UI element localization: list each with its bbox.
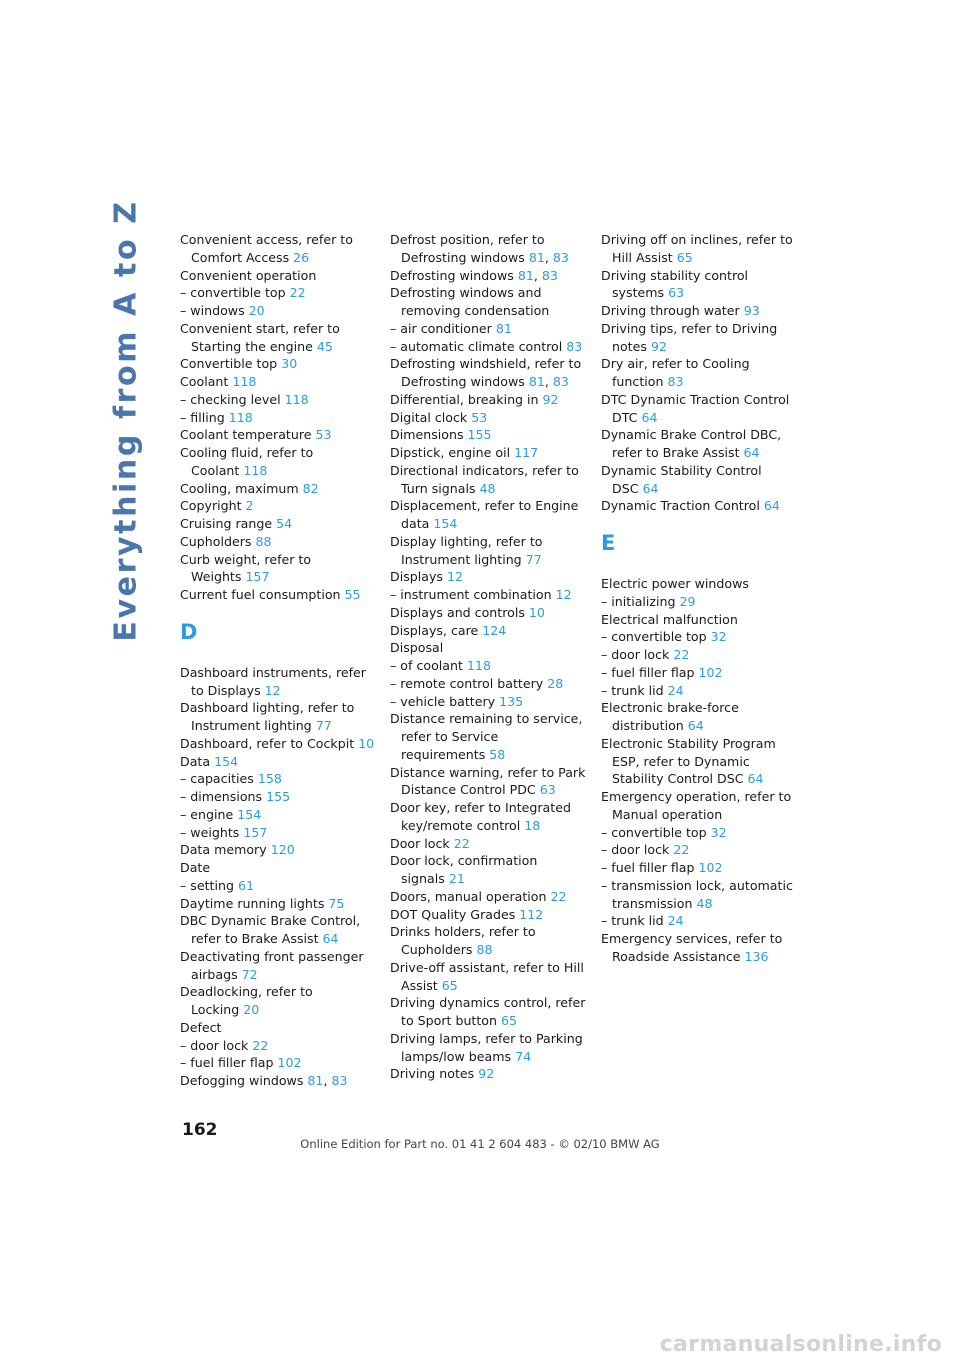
index-entry-text: Defogging windows [180,1073,304,1088]
page-ref-link[interactable]: 81 [517,267,534,283]
index-column-2 [390,231,586,1083]
page-ref-link[interactable]: 124 [482,622,507,638]
watermark: carmanualsonline.info [659,1332,942,1357]
page-ref-link[interactable]: 158 [257,771,282,787]
index-entry-text: Defrost position, refer to Defrosting windows [390,232,545,265]
index-column-3 [601,231,797,966]
index-entry [180,735,376,753]
index-entry-text: Dashboard instruments, refer to Displays [180,664,366,698]
index-entry-text: – door lock [180,1037,249,1053]
index-entry [601,824,797,842]
index-entry [390,959,586,995]
index-entry-text: – air conditioner [390,320,492,336]
index-entry [180,320,376,356]
index-entry-text: DBC Dynamic Brake Control, refer to Brake Assist [180,913,361,946]
page-ref-link[interactable]: 64 [747,771,764,787]
page-ref-link[interactable]: 12 [555,587,572,602]
index-entry [601,267,797,303]
page-ref-link[interactable]: 24 [667,682,684,698]
index-entry-text: Driving stability control systems [601,267,749,301]
index-entry [601,735,797,788]
page-ref-link[interactable]: 21 [448,871,465,886]
page-ref-link[interactable]: 65 [441,977,458,993]
index-entry-text: – instrument combination [390,587,552,602]
footer-edition-note: Online Edition for Part no. 01 41 2 604 483 - © 02/10 BMW AG [300,1137,660,1151]
index-entry [390,906,586,924]
page-ref-link[interactable]: 136 [744,948,769,964]
index-entry [180,859,376,877]
page-ref-separator: , [544,374,549,389]
index-entry [180,302,376,320]
page-ref-link[interactable]: 117 [514,445,539,460]
index-entry [601,355,797,391]
index-entry [180,948,376,984]
page-ref-link[interactable]: 22 [673,647,690,662]
index-entry [390,409,586,427]
index-entry-text: – checking level [180,391,281,407]
index-entry [390,338,586,356]
index-entry-text: – of coolant [390,658,463,673]
index-entry-text: DOT Quality Grades [390,906,516,922]
page-ref-link[interactable]: 118 [243,462,268,478]
index-entry [180,497,376,515]
index-entry [180,1019,376,1037]
index-entry-text: Cruising range [180,516,273,531]
index-entry-text: Emergency operation, refer to Manual operation [601,789,792,822]
index-entry [180,824,376,842]
page-ref-link[interactable]: 64 [641,409,658,425]
index-entry [180,231,376,267]
index-entry [390,444,586,462]
page-ref-link[interactable]: 154 [433,516,458,531]
index-entry [180,284,376,302]
index-entry [601,320,797,356]
index-entry-text: Display lighting, refer to Instrument lighting [390,533,543,567]
page-ref-link[interactable]: 83 [541,267,558,283]
index-entry-text: Displacement, refer to Engine data [390,498,579,531]
index-entry [390,1030,586,1066]
index-entry [390,320,586,338]
page-ref-link[interactable]: 63 [539,782,556,798]
index-entry [390,639,586,657]
index-entry [180,841,376,859]
index-entry-text: Drinks holders, refer to Cupholders [390,924,536,957]
index-entry [180,533,376,551]
index-entry [180,895,376,913]
index-entry [390,355,586,391]
index-entry-text: – capacities [180,771,254,787]
index-entry [390,693,586,711]
index-entry [180,770,376,788]
index-entry-text: Door lock, confirmation signals [390,853,538,886]
index-entry [180,515,376,533]
index-entry-text: Coolant temperature [180,427,312,443]
page-ref-link[interactable]: 118 [466,658,491,673]
index-entry [601,593,797,611]
page-ref-link[interactable]: 83 [331,1073,348,1088]
index-entry [180,664,376,700]
page-ref-link[interactable]: 102 [698,664,723,680]
index-entry [390,835,586,853]
index-entry-text: – fuel filler flap [601,664,695,680]
index-entry [601,646,797,664]
index-entry-text: – automatic climate control [390,338,563,354]
index-entry [390,710,586,763]
page-ref-link[interactable]: 28 [547,675,564,691]
index-entry [601,462,797,498]
index-entry-text: Dashboard, refer to Cockpit [180,735,355,751]
page-ref-link[interactable]: 22 [550,888,567,904]
index-entry-text: Drive-off assistant, refer to Hill Assist [390,959,584,993]
page-ref-link[interactable]: 32 [710,824,727,840]
index-entry [601,699,797,735]
index-entry-text: – fuel filler flap [601,860,695,875]
index-entry [180,391,376,409]
index-entry [390,622,586,640]
index-entry-text: – door lock [601,647,670,662]
index-entry [180,355,376,373]
index-entry-text: – windows [180,303,245,318]
index-entry [390,764,586,800]
index-entry [601,859,797,877]
page-ref-link[interactable]: 77 [525,551,542,567]
index-entry-text: – dimensions [180,789,263,804]
index-entry [390,994,586,1030]
page-ref-link[interactable]: 72 [241,966,258,982]
index-entry [601,231,797,267]
index-entry-text: Data memory [180,842,267,858]
page-ref-link[interactable]: 22 [289,285,306,301]
index-entry-text: Defrosting windows [390,267,514,283]
page-ref-link[interactable]: 74 [515,1048,532,1064]
index-entry-text: – fuel filler flap [180,1055,274,1071]
page-ref-link[interactable]: 64 [687,718,704,733]
index-entry [601,497,797,515]
index-entry-text: Disposal [390,640,444,656]
page-ref-link[interactable]: 53 [471,409,488,425]
index-entry-text: – weights [180,824,240,840]
index-entry-text: Driving lamps, refer to Parking lamps/low beams [390,1030,583,1064]
page-ref-link[interactable]: 10 [358,735,375,751]
page-ref-link[interactable]: 45 [316,338,333,354]
index-entry-text: Electrical malfunction [601,611,738,627]
page-ref-link[interactable]: 81 [495,320,512,336]
index-entry [601,611,797,629]
index-entry-text: Driving through water [601,303,740,318]
index-entry-text: Dipstick, engine oil [390,445,511,460]
index-entry-text: – convertible top [601,629,707,645]
index-entry-text: – transmission lock, automatic transmission [601,877,793,911]
index-entry [180,753,376,771]
index-entry-text: Cupholders [180,533,252,549]
page-ref-link[interactable]: 75 [328,895,345,911]
page-ref-link[interactable]: 83 [667,374,684,389]
index-entry [180,267,376,285]
page-ref-link[interactable]: 18 [524,817,541,833]
index-letter-heading: E [601,531,616,555]
page-ref-link[interactable]: 92 [478,1066,495,1082]
index-entry [180,983,376,1019]
index-entry-text: – remote control battery [390,675,544,691]
index-entry [601,877,797,913]
index-entry-text: Dynamic Traction Control [601,498,760,514]
index-entry-text: Convenient start, refer to Starting the engine [180,320,340,354]
index-entry [180,699,376,735]
index-entry-text: Cooling, maximum [180,480,299,496]
page-ref-link[interactable]: 81 [528,249,545,265]
page-ref-link[interactable]: 81 [528,374,545,389]
index-entry-text: Electronic Stability Program ESP, refer to Dynamic Stability Control DSC [601,735,776,787]
page-ref-link[interactable]: 10 [528,604,545,620]
page-ref-link[interactable]: 88 [476,942,493,957]
index-letter-heading: D [180,619,198,644]
page-ref-link[interactable]: 58 [489,746,506,762]
index-entry [601,426,797,462]
index-entry [180,480,376,498]
page-ref-link[interactable]: 155 [467,427,492,443]
section-side-title [96,198,156,642]
index-entry-text: – vehicle battery [390,693,496,709]
index-entry [390,799,586,835]
index-entry [180,1072,376,1090]
index-entry [390,568,586,586]
index-entry-text: Emergency services, refer to Roadside Assistance [601,931,783,964]
index-entry [180,877,376,895]
index-entry [390,923,586,959]
index-entry-text: – trunk lid [601,682,664,698]
page-ref-link[interactable]: 20 [248,303,265,318]
page-ref-link[interactable]: 30 [281,356,298,372]
index-entry [601,930,797,966]
index-entry-text: – setting [180,877,234,893]
index-entry [180,551,376,587]
page-ref-link[interactable]: 29 [679,593,696,609]
page-ref-link[interactable]: 92 [542,391,559,407]
index-entry-text: – engine [180,806,234,822]
index-entry-text: – door lock [601,842,670,858]
index-entry-text: Directional indicators, refer to Turn signals [390,462,579,496]
page-ref-link[interactable]: 32 [710,629,727,645]
page-ref-link[interactable]: 61 [237,877,254,893]
index-entry-text: Defect [180,1019,222,1035]
index-entry-text: Displays [390,569,443,585]
index-entry-text: Displays, care [390,622,479,638]
index-entry [180,444,376,480]
page-ref-link[interactable]: 26 [293,249,310,265]
page-ref-link[interactable]: 12 [446,569,464,585]
index-entry [180,373,376,391]
page-ref-link[interactable]: 64 [743,445,760,460]
index-entry-text: Copyright [180,498,242,514]
index-entry-text: Door lock [390,835,450,851]
index-entry-text: Dry air, refer to Cooling function [601,356,750,389]
index-entry [601,788,797,824]
page-ref-link[interactable]: 154 [214,753,239,769]
index-entry [180,426,376,444]
index-entry-text: – convertible top [601,824,707,840]
page-ref-link[interactable]: 92 [650,338,667,354]
index-entry [390,391,586,409]
index-entry-text: Deadlocking, refer to Locking [180,984,313,1017]
page-ref-separator: , [533,267,538,283]
index-entry-text: Digital clock [390,409,468,425]
page-ref-link[interactable]: 24 [667,913,684,929]
index-entry [390,888,586,906]
page-ref-link[interactable]: 22 [252,1037,269,1053]
page-ref-link[interactable]: 157 [243,824,268,840]
index-entry [390,284,586,320]
page-ref-link[interactable]: 83 [552,374,569,389]
index-entry [601,628,797,646]
index-entry-text: DTC Dynamic Traction Control DTC [601,391,790,425]
index-entry-text: Driving off on inclines, refer to Hill Assist [601,232,793,265]
page-ref-link[interactable]: 54 [276,516,293,531]
index-entry [180,409,376,427]
index-entry [180,788,376,806]
index-entry-text: Convertible top [180,356,278,372]
index-entry [390,231,586,267]
page-ref-link[interactable]: 154 [237,806,262,822]
page-ref-link[interactable]: 55 [344,587,361,602]
page-ref-link[interactable]: 65 [501,1013,518,1028]
index-entry-text: – convertible top [180,285,286,301]
page-ref-link[interactable]: 93 [743,303,760,318]
index-entry [390,657,586,675]
index-entry-text: Deactivating front passenger airbags [180,948,364,982]
index-entry [180,586,376,604]
page-ref-link[interactable]: 2 [245,498,254,514]
index-entry [601,841,797,859]
index-entry-text: Curb weight, refer to Weights [180,551,312,585]
index-entry-text: Coolant [180,374,229,389]
index-entry [180,1054,376,1072]
index-entry-text: Distance remaining to service, refer to Service requirements [390,711,583,762]
index-entry-text: Electronic brake-force distribution [601,700,739,733]
page-ref-link[interactable]: 48 [696,895,713,911]
page-ref-link[interactable]: 22 [453,835,470,851]
page-ref-link[interactable]: 82 [302,480,319,496]
page-ref-link[interactable]: 88 [255,533,272,549]
index-entry-text: – filling [180,409,225,425]
page-ref-link[interactable]: 81 [307,1073,324,1088]
page-ref-link[interactable]: 22 [673,842,690,858]
index-entry [180,912,376,948]
index-entry-text: Dynamic Stability Control DSC [601,462,762,496]
page-ref-link[interactable]: 53 [315,427,332,443]
index-entry-text: Date [180,860,211,875]
page-ref-link[interactable]: 63 [668,285,685,301]
index-entry [390,497,586,533]
index-entry [390,462,586,498]
index-entry [601,302,797,320]
index-entry-text: Current fuel consumption [180,587,341,602]
index-entry-text: Dashboard lighting, refer to Instrument lighting [180,700,355,733]
index-entry [390,604,586,622]
page-ref-link[interactable]: 77 [315,718,332,733]
index-entry-text: – initializing [601,593,676,609]
index-entry-text: Convenient access, refer to Comfort Access [180,232,353,265]
page-ref-link[interactable]: 48 [479,480,496,496]
index-entry-text: Door key, refer to Integrated key/remote control [390,800,571,833]
index-entry [390,852,586,888]
page-ref-link[interactable]: 155 [266,789,291,804]
index-entry-text: Distance warning, refer to Park Distance Control PDC [390,764,586,798]
index-entry [601,682,797,700]
index-entry [601,391,797,427]
index-entry-text: Electric power windows [601,576,749,591]
index-entry-text: Data [180,753,211,769]
index-entry [390,586,586,604]
page-ref-link[interactable]: 135 [499,693,524,709]
page-number: 162 [182,1120,218,1140]
index-entry-text: Differential, breaking in [390,391,539,407]
page-ref-separator: , [323,1073,328,1088]
index-entry-text: Defrosting windows and removing condensation [390,285,550,318]
page-ref-link[interactable]: 118 [232,374,257,389]
page-ref-link[interactable]: 102 [698,860,723,875]
page-ref-link[interactable]: 20 [243,1002,260,1017]
index-entry-text: – trunk lid [601,913,664,929]
index-entry [180,806,376,824]
index-entry [390,533,586,569]
index-entry-text: Cooling fluid, refer to Coolant [180,445,314,478]
index-entry [180,1037,376,1055]
index-column-1 [180,231,376,1090]
page-ref-link[interactable]: 83 [552,249,569,265]
index-entry-text: Driving notes [390,1066,475,1082]
page-ref-link[interactable]: 102 [277,1055,302,1071]
page-ref-link[interactable]: 12 [264,682,281,698]
page-ref-link[interactable]: 157 [245,569,270,585]
index-entry [390,675,586,693]
page-ref-link[interactable]: 112 [519,906,544,922]
page-ref-link[interactable]: 83 [566,338,583,354]
index-entry [601,664,797,682]
index-entry-text: Defrosting windshield, refer to Defrosting windows [390,356,582,389]
page-ref-link[interactable]: 118 [228,409,253,425]
page-ref-link[interactable]: 64 [322,931,339,946]
page-ref-link[interactable]: 120 [270,842,295,858]
page-ref-link[interactable]: 65 [676,249,693,265]
index-entry-text: Driving tips, refer to Driving notes [601,320,778,354]
page-ref-link[interactable]: 118 [284,391,309,407]
index-entry-text: Dimensions [390,427,464,443]
index-entry-text: Daytime running lights [180,895,325,911]
side-title-text: Everything from A to Z [108,198,144,642]
index-entry-text: Convenient operation [180,267,317,283]
index-entry [390,267,586,285]
page-ref-separator: , [544,249,549,265]
index-entry-text: Driving dynamics control, refer to Sport button [390,995,586,1028]
page-ref-link[interactable]: 64 [763,498,780,514]
index-entry-text: Doors, manual operation [390,888,547,904]
index-entry [601,912,797,930]
index-entry-text: Displays and controls [390,604,525,620]
index-entry [601,575,797,593]
index-entry-text: Dynamic Brake Control DBC, refer to Brake Assist [601,427,782,460]
page-ref-link[interactable]: 64 [642,480,659,496]
index-entry [390,426,586,444]
index-entry [390,1065,586,1083]
